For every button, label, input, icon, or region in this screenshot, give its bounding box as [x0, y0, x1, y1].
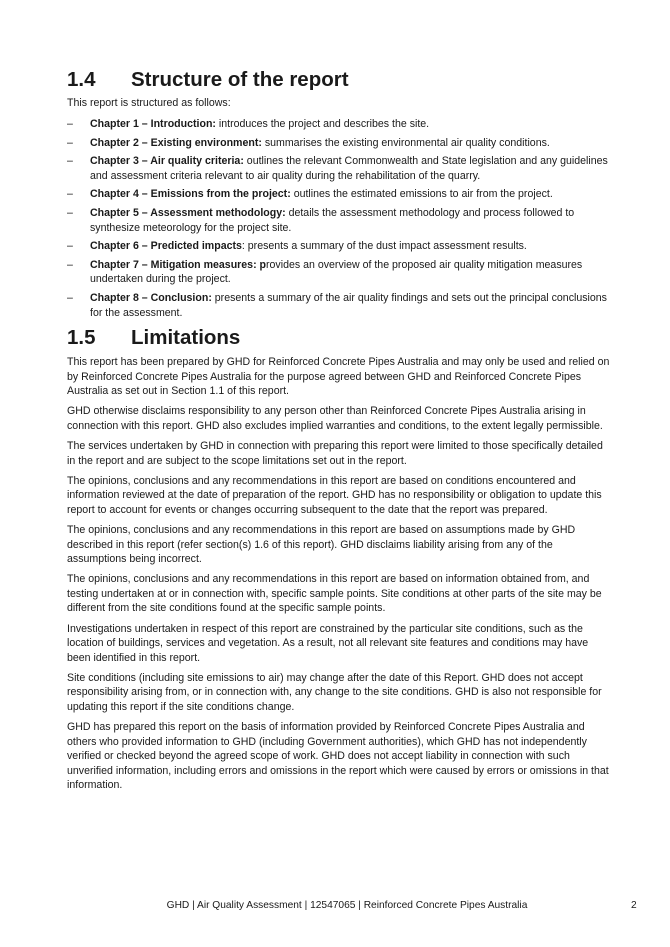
- list-item: – Chapter 7 – Mitigation measures: provides an overview of the proposed air quality mitigation measures undertaken during the project.: [67, 258, 583, 286]
- paragraph: The services undertaken by GHD in connection with preparing this report were limited to those specifically detailed in the report and are subject to the scope limitations set out in the report.: [67, 439, 603, 467]
- structure-intro: This report is structured as follows:: [67, 97, 231, 109]
- chapter-list: [67, 117, 612, 324]
- page-number: 2: [631, 900, 637, 911]
- list-item: – Chapter 6 – Predicted impacts: presents a summary of the dust impact assessment results.: [67, 240, 527, 253]
- paragraph: The opinions, conclusions and any recommendations in this report are based on information obtained from, and testing undertaken at or in connection with, specific sample points. Site conditions at other parts of the site may be different from the site conditions found at the specific sample points.: [67, 573, 602, 615]
- limitations-body: [67, 355, 612, 799]
- chapter-description: presents a summary of the air quality findings and sets out the principal conclusions for the assessment.: [90, 291, 607, 319]
- chapter-label: Chapter 3 – Air quality criteria:: [90, 155, 244, 168]
- chapter-description: rovides an overview of the proposed air quality mitigation measures undertaken during the project.: [90, 258, 583, 286]
- paragraph: GHD has prepared this report on the basis of information provided by Reinforced Concrete Pipes Australia and others who provided information to GHD (including Government authorities), which GHD has not independently verified or checked beyond the agreed scope of work. GHD does not accept liability in connection with such unverified information, including errors and omissions in the report which were caused by errors or omissions in that information.: [67, 721, 609, 792]
- chapter-label: Chapter 7 – Mitigation measures: p: [90, 258, 267, 271]
- section-heading-structure: [67, 68, 349, 92]
- section-number: 1.5: [67, 326, 96, 349]
- list-item: – Chapter 3 – Air quality criteria: outlines the relevant Commonwealth and State legislation and any guidelines and assessment criteria relevant to air quality during the rehabilitation of the quarry.: [67, 155, 608, 182]
- list-item: – Chapter 1 – Introduction: introduces the project and describes the site.: [67, 118, 430, 130]
- chapter-description: details the assessment methodology and process followed to synthesize meteorology for the project site.: [90, 206, 575, 234]
- chapter-label: Chapter 4 – Emissions from the project:: [90, 188, 291, 201]
- list-item: – Chapter 5 – Assessment methodology: details the assessment methodology and process followed to synthesize meteorology for the project site.: [67, 206, 575, 234]
- section-title: Limitations: [131, 326, 241, 349]
- footer-text: GHD | Air Quality Assessment | 12547065 | Reinforced Concrete Pipes Australia: [166, 900, 528, 911]
- chapter-label: Chapter 6 – Predicted impacts: [90, 240, 242, 253]
- list-item: – Chapter 8 – Conclusion: presents a summary of the air quality findings and sets out the principal conclusions for the assessment.: [67, 291, 607, 319]
- chapter-description: outlines the estimated emissions to air from the project.: [290, 188, 553, 201]
- paragraph: The opinions, conclusions and any recommendations in this report are based on assumptions made by GHD described in this report (refer section(s) 1.6 of this report). GHD disclaims liability arising from any of the assumptions being incorrect.: [67, 523, 576, 566]
- chapter-description: : presents a summary of the dust impact assessment results.: [241, 240, 527, 253]
- list-item: – Chapter 2 – Existing environment: summarises the existing environmental air quality conditions.: [67, 136, 550, 149]
- chapter-label: Chapter 1 – Introduction:: [90, 118, 216, 130]
- list-item: – Chapter 4 – Emissions from the project: outlines the estimated emissions to air from the project.: [67, 188, 553, 201]
- paragraph: Investigations undertaken in respect of this report are constrained by the particular site conditions, such as the location of buildings, services and vegetation. As a result, not all relevant site features and conditions may have been identified in this report.: [67, 622, 589, 664]
- paragraph: The opinions, conclusions and any recommendations in this report are based on conditions encountered and information reviewed at the date of preparation of the report. GHD has no responsibility or obligation to update this report to account for events or changes occurring subsequent to the date that the report was prepared.: [67, 474, 602, 516]
- chapter-label: Chapter 2 – Existing environment:: [90, 136, 262, 149]
- section-title: Structure of the report: [131, 68, 349, 91]
- paragraph: This report has been prepared by GHD for Reinforced Concrete Pipes Australia and may only be used and relied on by Reinforced Concrete Pipes Australia for the purpose agreed between GHD and Reinforced Concrete Pipes Australia as set out in Section 1.1 of this report.: [67, 356, 610, 398]
- chapter-description: outlines the relevant Commonwealth and State legislation and any guidelines and assessment criteria relevant to air quality during the rehabilitation of the quarry.: [90, 155, 608, 182]
- paragraph: GHD otherwise disclaims responsibility to any person other than Reinforced Concrete Pipes Australia arising in connection with this report. GHD also excludes implied warranties and conditions, to the extent legally permissible.: [67, 405, 603, 432]
- section-number: 1.4: [67, 68, 96, 91]
- chapter-label: Chapter 8 – Conclusion:: [90, 291, 212, 304]
- paragraph: Site conditions (including site emissions to air) may change after the date of this Report. GHD does not accept responsibility arising from, or in connection with, any change to the site conditions. GHD is also not responsible for updating this report if the site conditions change.: [67, 671, 602, 713]
- chapter-label: Chapter 5 – Assessment methodology:: [90, 206, 286, 219]
- section-heading-limitations: [67, 326, 240, 350]
- chapter-description: summarises the existing environmental air quality conditions.: [261, 136, 550, 149]
- chapter-description: introduces the project and describes the site.: [215, 118, 430, 130]
